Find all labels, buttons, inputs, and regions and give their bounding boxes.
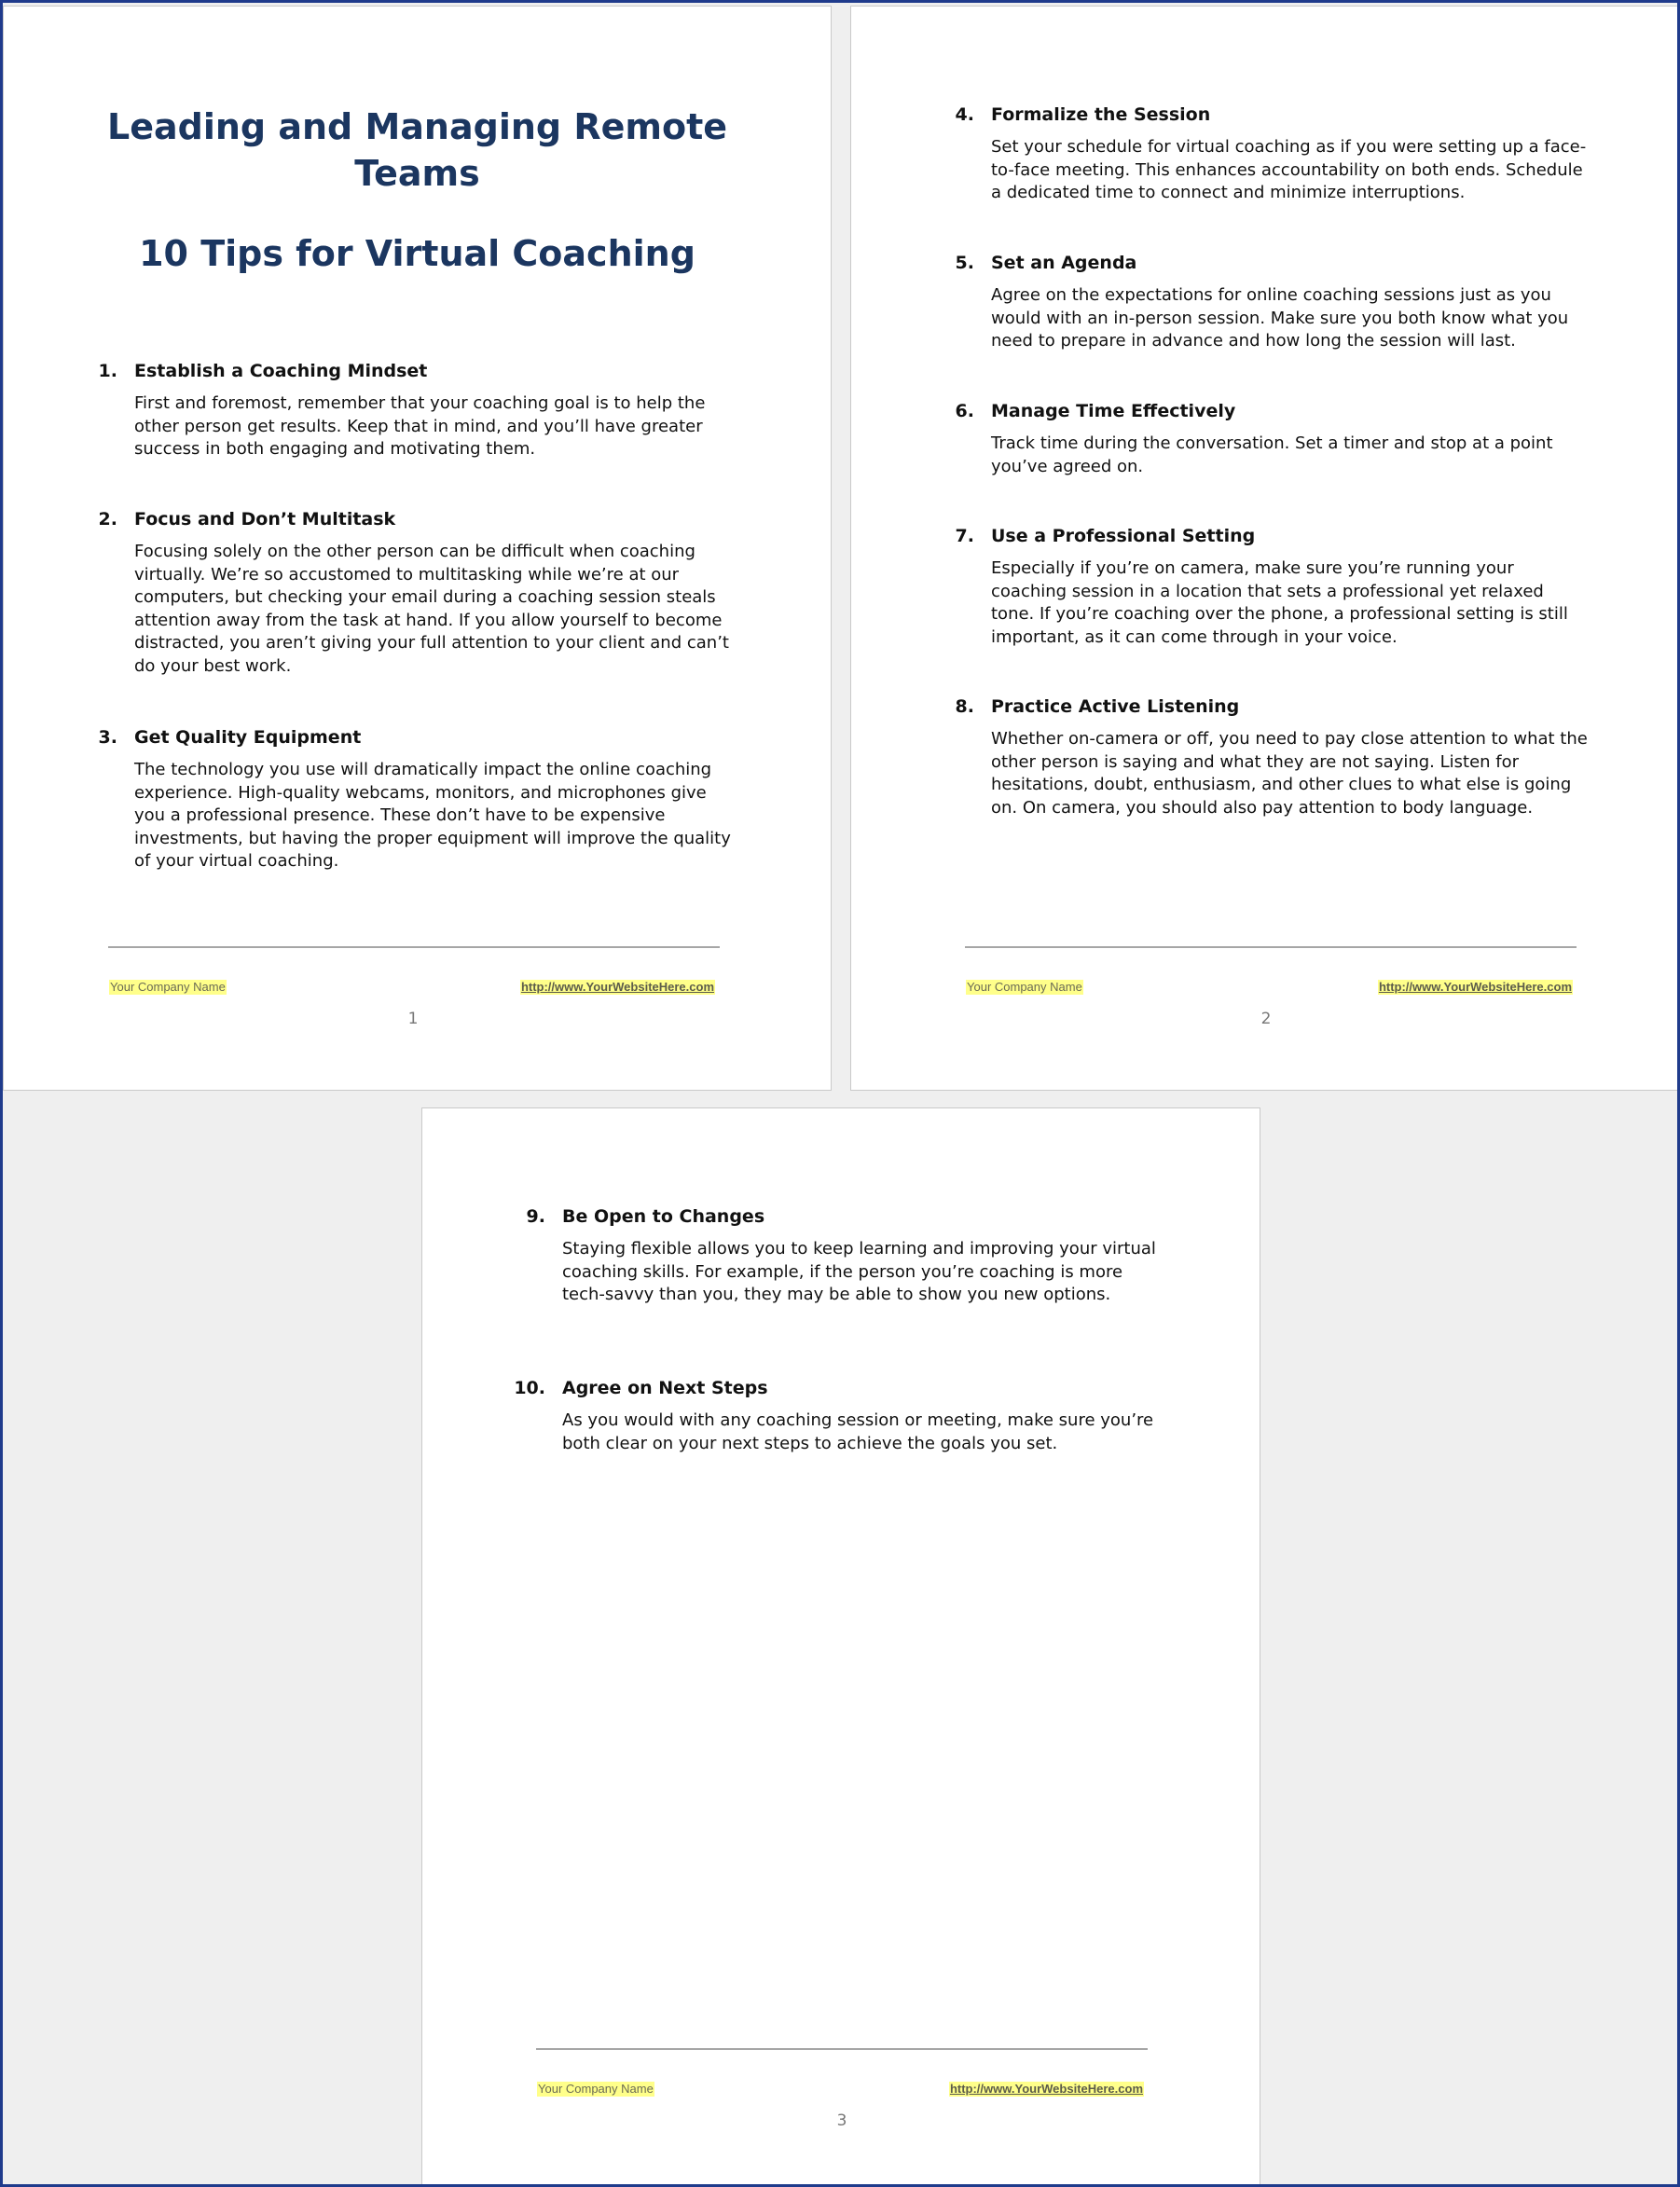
tip-number: 1.: [98, 361, 117, 381]
tip-body: First and foremost, remember that your coaching goal is to help the other person get results. Keep that in mind, and you’ll have greater success in both engaging and motivating them.: [134, 393, 706, 460]
tip-body: Whether on-camera or off, you need to pay close attention to what the other person is saying and what they are not saying. Listen for hesitations, doubt, enthusiasm, and other clues to what else is going on. On camera, you should also pay attention to body language.: [991, 729, 1588, 818]
document-title: Leading and Managing Remote Teams: [107, 106, 727, 194]
tip-number: 9.: [526, 1206, 545, 1227]
tip-number: 5.: [955, 253, 974, 273]
footer-divider: [536, 2048, 1148, 2050]
page-number: 1: [407, 1010, 419, 1028]
footer-website-link[interactable]: http://www.YourWebsiteHere.com: [520, 980, 714, 994]
tip-body: Especially if you’re on camera, make sure you’re running your coaching session in a location that sets a professional yet relaxed tone. If you’re coaching over the phone, a professional setting is still important, as it can come through in your voice.: [991, 558, 1568, 647]
tip-heading: Focus and Don’t Multitask: [134, 509, 396, 530]
document-page-1: [3, 6, 832, 1091]
footer-divider: [965, 946, 1577, 948]
tip-heading: Use a Professional Setting: [991, 526, 1256, 546]
footer-company-name: Your Company Name: [110, 980, 226, 994]
tip-number: 7.: [955, 526, 974, 546]
tip-body: The technology you use will dramatically impact the online coaching experience. High-quality webcams, monitors, and microphones give you a professional presence. These don’t have to be expensive investments, but having the proper equipment will improve the quality of your virtual coaching.: [134, 760, 731, 872]
footer-website-link[interactable]: http://www.YourWebsiteHere.com: [1378, 980, 1572, 994]
document-page-2: [850, 6, 1680, 1091]
tip-heading: Practice Active Listening: [991, 696, 1240, 717]
document-page-3: [421, 1107, 1260, 2187]
footer-company-name: Your Company Name: [967, 980, 1082, 994]
tip-number: 10.: [514, 1378, 545, 1398]
tip-number: 3.: [98, 727, 117, 748]
footer-website-link[interactable]: http://www.YourWebsiteHere.com: [949, 2082, 1143, 2096]
tip-body: Track time during the conversation. Set a timer and stop at a point you’ve agreed on.: [991, 433, 1553, 476]
tip-number: 6.: [955, 401, 974, 421]
page-number: 2: [1260, 1010, 1272, 1028]
tip-number: 8.: [955, 696, 974, 717]
tip-heading: Get Quality Equipment: [134, 727, 362, 748]
tip-heading: Agree on Next Steps: [562, 1378, 768, 1398]
footer-divider: [108, 946, 720, 948]
tip-heading: Be Open to Changes: [562, 1206, 765, 1227]
tip-body: Staying flexible allows you to keep learning and improving your virtual coaching skills. For example, if the person you’re coaching is more tech-savvy than you, they may be able to show you new options.: [562, 1239, 1156, 1305]
tip-number: 4.: [955, 104, 974, 125]
tip-body: Agree on the expectations for online coaching sessions just as you would with an in-person session. Make sure you both know what you need to prepare in advance and how long the session will last.: [991, 285, 1569, 351]
tip-heading: Establish a Coaching Mindset: [134, 361, 428, 381]
tip-body: As you would with any coaching session or meeting, make sure you’re both clear on your next steps to achieve the goals you set.: [562, 1410, 1154, 1453]
tip-heading: Set an Agenda: [991, 253, 1137, 273]
tip-number: 2.: [98, 509, 117, 530]
tip-heading: Manage Time Effectively: [991, 401, 1236, 421]
tip-body: Set your schedule for virtual coaching as if you were setting up a face-to-face meeting. This enhances accountability on both ends. Schedule a dedicated time to connect and minimize interruptions.: [991, 137, 1587, 203]
document-subtitle: 10 Tips for Virtual Coaching: [139, 233, 695, 274]
tip-body: Focusing solely on the other person can be difficult when coaching virtually. We’re so accustomed to multitasking while we’re at our computers, but checking your email during a coaching session steals attention away from the task at hand. If you allow yourself to become distracted, you aren’t giving your full attention to your client and can’t do your best work.: [134, 542, 729, 676]
tip-heading: Formalize the Session: [991, 104, 1211, 125]
page-number: 3: [836, 2111, 847, 2130]
footer-company-name: Your Company Name: [538, 2082, 654, 2096]
